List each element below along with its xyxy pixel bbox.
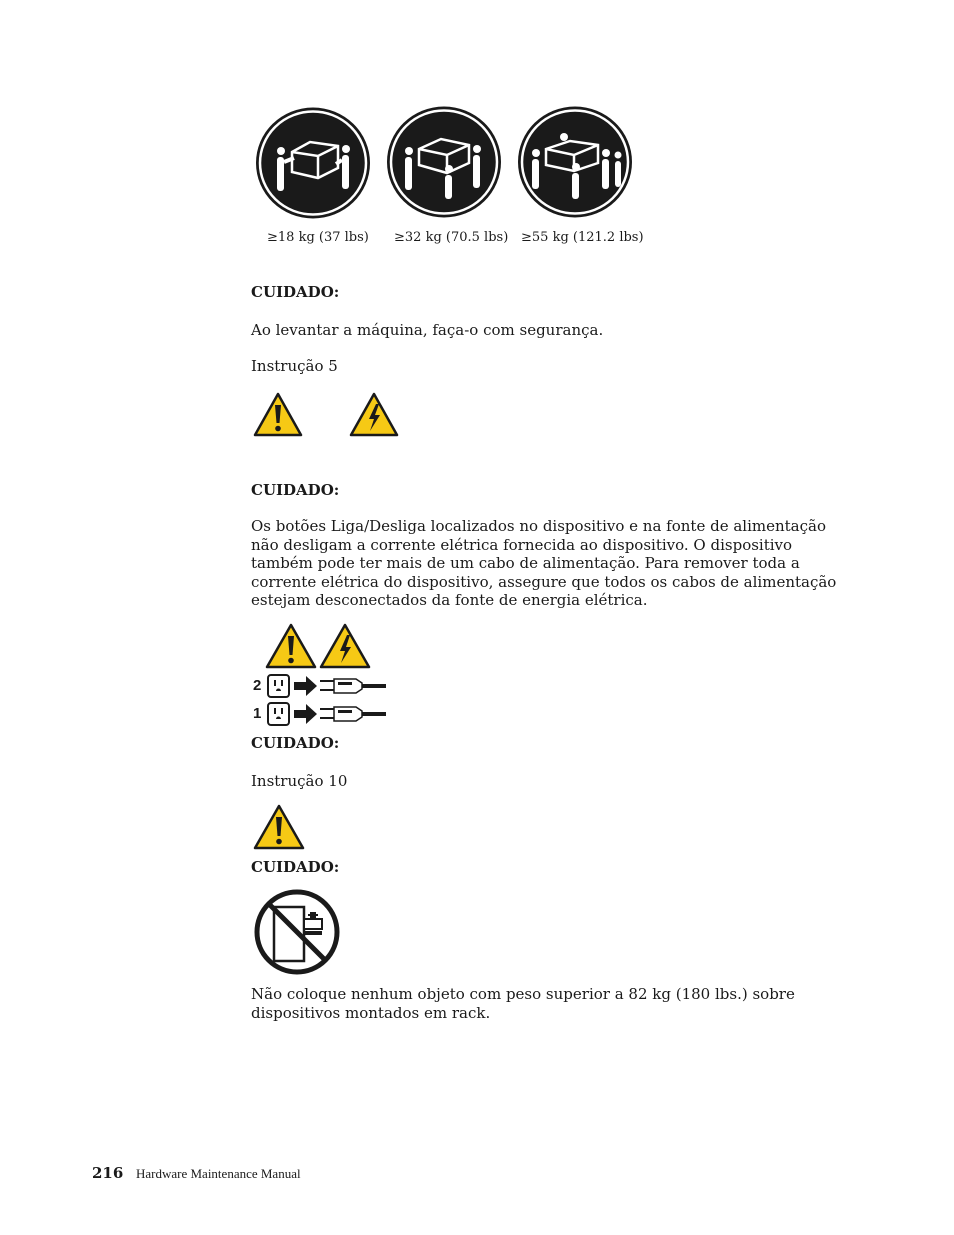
plug-number-1: 1 <box>253 705 262 722</box>
electrical-hazard-icon <box>348 391 400 438</box>
three-person-lift-icon <box>385 105 503 219</box>
power-outlet-unplug-icon <box>266 673 388 699</box>
caution-heading-cords: CUIDADO: <box>251 734 340 752</box>
page-number: 216 <box>92 1164 124 1182</box>
rack-weight-warning-text: Não coloque nenhum objeto com peso superior a 82 kg (180 lbs.) sobre dispositivos montados em rack. <box>251 985 795 1022</box>
caution-heading-rack: CUIDADO: <box>251 858 340 876</box>
warning-exclamation-icon <box>252 391 304 438</box>
warning-exclamation-icon <box>264 622 318 670</box>
power-cord-warning-text: Os botões Liga/Desliga localizados no dispositivo e na fonte de alimentação não desligam a corrente elétrica fornecida ao dispositivo. O dispositivo também pode ter mais de um cabo de alimentação. Para remover toda a corrente elétrica do dispositivo, assegure que todos os cabos de alimentação estejam desconectados da fonte de energia elétrica. <box>251 517 837 609</box>
statement-10-title: Instrução 10 <box>251 772 348 790</box>
four-person-lift-icon <box>516 105 634 219</box>
lift-weight-label-4-person: ≥55 kg (121.2 lbs) <box>521 230 644 245</box>
lift-instruction-text: Ao levantar a máquina, faça-o com segurança. <box>251 321 604 339</box>
electrical-hazard-icon <box>318 622 372 670</box>
two-person-lift-icon <box>254 106 372 220</box>
no-objects-on-rack-icon <box>252 887 342 977</box>
warning-exclamation-icon <box>252 803 306 851</box>
caution-heading-power: CUIDADO: <box>251 481 340 499</box>
caution-heading-lift: CUIDADO: <box>251 283 340 301</box>
lift-weight-label-3-person: ≥32 kg (70.5 lbs) <box>394 230 509 245</box>
power-outlet-unplug-icon <box>266 701 388 727</box>
plug-number-2: 2 <box>253 677 262 694</box>
statement-5-title: Instrução 5 <box>251 357 338 375</box>
lift-weight-label-2-person: ≥18 kg (37 lbs) <box>267 230 369 245</box>
manual-title: Hardware Maintenance Manual <box>136 1166 301 1181</box>
